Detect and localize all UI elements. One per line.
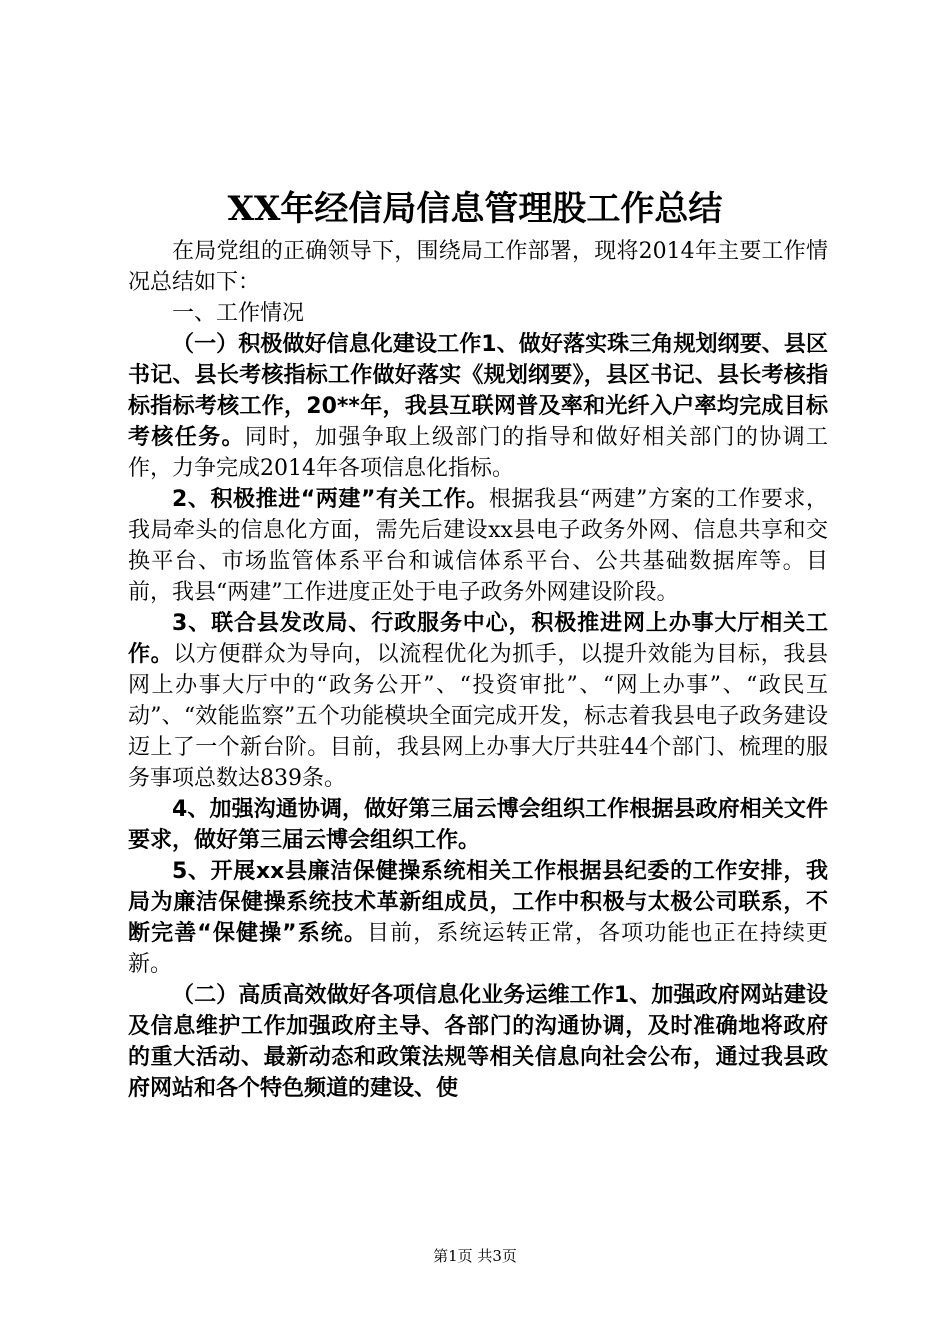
paragraph-2 bbox=[128, 484, 828, 608]
paragraph-4-lead: 4、加强沟通协调，做好第三届云博会组织工作根据县政府相关文件要求，做好第三届云博会组织工作。 bbox=[128, 797, 828, 853]
page-footer: 第1页 共3页 bbox=[433, 1247, 517, 1265]
paragraph-1-lead: （一）积极做好信息化建设工作1、做好落实珠三角规划纲要、县区书记、县长考核指标工作做好落实《规划纲要》，县区书记、县长考核指标指标考核工作，20**年，我县互联网普及率和光纤入户率均完成目标考核任务。 bbox=[128, 332, 828, 450]
paragraph-6 bbox=[128, 980, 828, 1104]
paragraph-3-text: 以方便群众为导向，以流程优化为抓手，以提升效能为目标，我县网上办事大厅中的“政务公开”、“投资审批”、“网上办事”、“政民互动”、“效能监察”五个功能模块全面完成开发，标志着我县电子政务建设迈上了一个新台阶。目前，我县网上办事大厅共驻44个部门、梳理的服务事项总数达839条。 bbox=[128, 642, 828, 791]
paragraph-5 bbox=[128, 856, 828, 980]
section-heading: 一、工作情况 bbox=[172, 301, 305, 326]
document-body bbox=[128, 236, 828, 1104]
intro-paragraph: 在局党组的正确领导下，围绕局工作部署，现将2014年主要工作情况总结如下： bbox=[128, 239, 828, 295]
paragraph-3 bbox=[128, 608, 828, 794]
paragraph-3-lead: 3、联合县发改局、行政服务中心，积极推进网上办事大厅相关工作。 bbox=[128, 611, 828, 667]
paragraph-2-text: 根据我县“两建”方案的工作要求，我局牵头的信息化方面，需先后建设xx县电子政务外网、信息共享和交换平台、市场监管体系平台和诚信体系平台、公共基础数据库等。目前，我县“两建”工作进度正处于电子政务外网建设阶段。 bbox=[128, 487, 828, 605]
paragraph-6-lead: （二）高质高效做好各项信息化业务运维工作1、加强政府网站建设及信息维护工作加强政府主导、各部门的沟通协调，及时准确地将政府的重大活动、最新动态和政策法规等相关信息向社会公布，通过我县政府网站和各个特色频道的建设、使 bbox=[128, 983, 828, 1101]
paragraph-1 bbox=[128, 329, 828, 484]
paragraph-1-text: 同时，加强争取上级部门的指导和做好相关部门的协调工作，力争完成2014年各项信息化指标。 bbox=[128, 425, 828, 481]
paragraph-2-lead: 2、积极推进“两建”有关工作。 bbox=[172, 487, 489, 512]
paragraph-4 bbox=[128, 794, 828, 856]
paragraph-5-text: 目前，系统运转正常，各项功能也正在持续更新。 bbox=[128, 921, 828, 977]
paragraph-5-lead: 5、开展xx县廉洁保健操系统相关工作根据县纪委的工作安排，我局为廉洁保健操系统技术革新组成员，工作中积极与太极公司联系，不断完善“保健操”系统。 bbox=[128, 859, 828, 946]
document-title: XX年经信局信息管理股工作总结 bbox=[227, 189, 723, 229]
